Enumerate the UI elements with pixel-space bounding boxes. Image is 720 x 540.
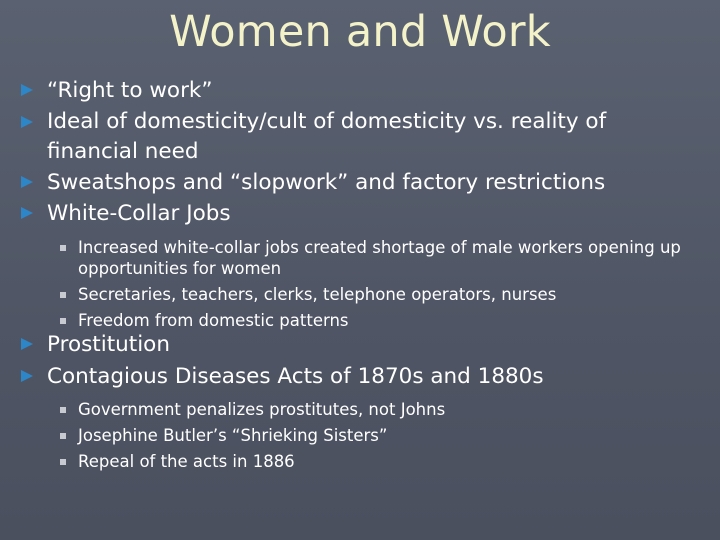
bullet-text: Sweatshops and “slopwork” and factory restrictions (47, 169, 606, 195)
slide-title: Women and Work (169, 7, 551, 57)
sub-bullet-text: Secretaries, teachers, clerks, telephone operators, nurses (78, 284, 557, 304)
square-bullet-icon (60, 433, 66, 439)
sub-bullet-list-1 (0, 237, 720, 331)
square-bullet-icon (60, 245, 66, 251)
square-bullet-icon (60, 459, 66, 465)
square-bullet-icon (60, 292, 66, 298)
sub-bullet-item (0, 237, 698, 279)
arrow-bullet-icon (21, 84, 33, 96)
sub-bullet-text: Repeal of the acts in 1886 (78, 452, 295, 471)
bullet-item (0, 167, 720, 199)
bullet-text: White-Collar Jobs (47, 201, 231, 226)
sub-bullet-item (0, 425, 698, 446)
bullet-text: “Right to work” (47, 78, 213, 103)
sub-bullet-text: Freedom from domestic patterns (78, 310, 349, 330)
bullet-item (0, 75, 720, 107)
square-bullet-icon (60, 407, 66, 413)
sub-bullet-item (0, 451, 698, 472)
bullet-item (0, 329, 720, 361)
bullet-list-2 (0, 329, 720, 479)
sub-bullet-text: Government penalizes prostitutes, not Johns (78, 400, 446, 419)
sub-bullet-item (0, 284, 698, 305)
arrow-bullet-icon (21, 338, 33, 350)
sub-bullet-list-2 (0, 399, 720, 472)
bullet-list-1 (0, 75, 720, 338)
arrow-bullet-icon (21, 176, 33, 188)
arrow-bullet-icon (21, 116, 33, 128)
sub-bullet-item (0, 399, 698, 420)
sub-bullet-text: Josephine Butler’s “Shrieking Sisters” (78, 426, 388, 445)
bullet-text: Prostitution (47, 332, 170, 357)
square-bullet-icon (60, 318, 66, 324)
bullet-item (0, 361, 720, 393)
bullet-item (0, 198, 720, 230)
arrow-bullet-icon (21, 207, 33, 219)
sub-bullet-item (0, 310, 698, 331)
arrow-bullet-icon (21, 370, 33, 382)
bullet-text: Ideal of domesticity/cult of domesticity vs. reality of financial need (47, 108, 607, 164)
sub-bullet-text: Increased white-collar jobs created shortage of male workers opening up opportunities for women (78, 237, 681, 278)
bullet-item (0, 107, 697, 167)
bullet-text: Contagious Diseases Acts of 1870s and 1880s (47, 363, 544, 389)
